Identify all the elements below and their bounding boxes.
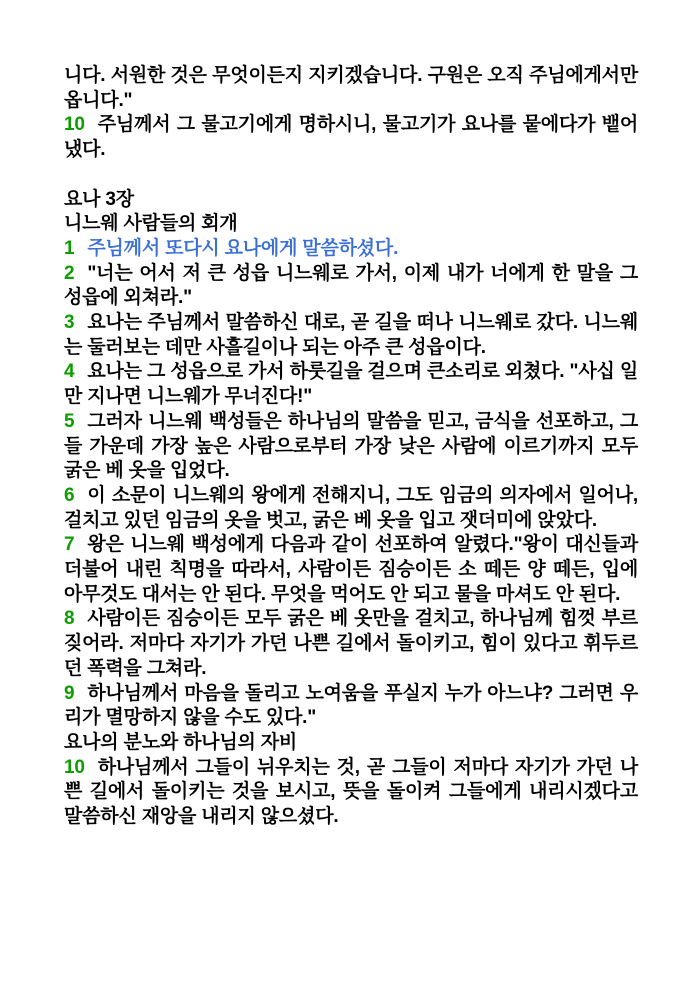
section-heading-text: 니느웨 사람들의 회개	[64, 213, 238, 235]
section-heading	[64, 212, 638, 237]
verse-text: 이 소문이 니느웨의 왕에게 전해지니, 그도 임금의 의자에서 일어나, 걸치고 있던 임금의 옷을 벗고, 굵은 베 옷을 입고 잿더미에 앉았다.	[64, 484, 638, 531]
verse-number: 10	[64, 756, 85, 778]
verse-text: 주님께서 또다시 요나에게 말씀하셨다.	[87, 237, 399, 259]
verse-number: 9	[64, 682, 75, 704]
verse-text: 요나는 그 성읍으로 가서 하룻길을 걸으며 큰소리로 외쳤다. "사십 일만 지나면 니느웨가 무너진다!"	[64, 361, 638, 408]
verse-number: 10	[64, 114, 85, 136]
verse-text: 그러자 니느웨 백성들은 하나님의 말씀을 믿고, 금식을 선포하고, 그들 가운데 가장 높은 사람으로부터 가장 낮은 사람에 이르기까지 모두 굵은 베 옷을 입었다.	[64, 410, 638, 482]
verse-number: 1	[64, 237, 75, 259]
verse-text: 주님께서 그 물고기에게 명하시니, 물고기가 요나를 뭍에다가 뱉어 냈다.	[64, 114, 638, 161]
verse-paragraph	[64, 533, 638, 607]
section-heading-text: 요나의 분노와 하나님의 자비	[64, 731, 298, 753]
verse-number: 7	[64, 534, 75, 556]
verse-paragraph	[64, 410, 638, 484]
verse-number: 2	[64, 262, 75, 284]
verse-paragraph	[64, 756, 638, 830]
scripture-text-block	[64, 64, 638, 830]
verse-number: 4	[64, 361, 75, 383]
verse-text: 사람이든 짐승이든 모두 굵은 베 옷만을 걸치고, 하나님께 힘껏 부르짖어라. 저마다 자기가 가던 나쁜 길에서 돌이키고, 힘이 있다고 휘두르던 폭력을 그쳐라.	[64, 608, 638, 679]
verse-number: 5	[64, 410, 75, 432]
verse-text: 하나님께서 마음을 돌리고 노여움을 푸실지 누가 아느냐? 그러면 우리가 멸망하지 않을 수도 있다."	[64, 682, 638, 729]
verse-paragraph	[64, 607, 638, 681]
verse-number: 6	[64, 484, 75, 506]
verse-continuation	[64, 64, 638, 113]
chapter-title-text: 요나 3장	[64, 188, 134, 210]
verse-text: 왕은 니느웨 백성에게 다음과 같이 선포하여 알렸다."왕이 대신들과 더불어 내린 칙명을 따라서, 사람이든 짐승이든 소 떼든 양 떼든, 입에 아무것도 대서는 안 된다. 무엇을 먹어도 안 되고 물을 마셔도 안 된다.	[64, 534, 638, 605]
verse-paragraph	[64, 311, 638, 360]
section-heading	[64, 731, 638, 756]
verse-text: "너는 어서 저 큰 성읍 니느웨로 가서, 이제 내가 너에게 한 말을 그 성읍에 외쳐라."	[64, 262, 638, 309]
verse-text: 요나는 주님께서 말씀하신 대로, 곧 길을 떠나 니느웨로 갔다. 니느웨는 둘러보는 데만 사흘길이나 되는 아주 큰 성읍이다.	[64, 312, 638, 358]
blank-line-spacer	[64, 163, 638, 188]
verse-paragraph	[64, 262, 638, 311]
verse-number: 8	[64, 608, 75, 630]
verse-paragraph	[64, 113, 638, 162]
verse-paragraph	[64, 360, 638, 409]
verse-paragraph	[64, 237, 638, 262]
verse-text: 니다. 서원한 것은 무엇이든지 지키겠습니다. 구원은 오직 주님에게서만 옵니다."	[64, 65, 638, 111]
chapter-title	[64, 188, 638, 213]
verse-paragraph	[64, 682, 638, 731]
verse-paragraph	[64, 484, 638, 533]
verse-text: 하나님께서 그들이 뉘우치는 것, 곧 그들이 저마다 자기가 가던 나쁜 길에서 돌이키는 것을 보시고, 뜻을 돌이켜 그들에게 내리시겠다고 말씀하신 재앙을 내리지 않으셨다.	[64, 756, 638, 828]
verse-number: 3	[64, 312, 75, 334]
